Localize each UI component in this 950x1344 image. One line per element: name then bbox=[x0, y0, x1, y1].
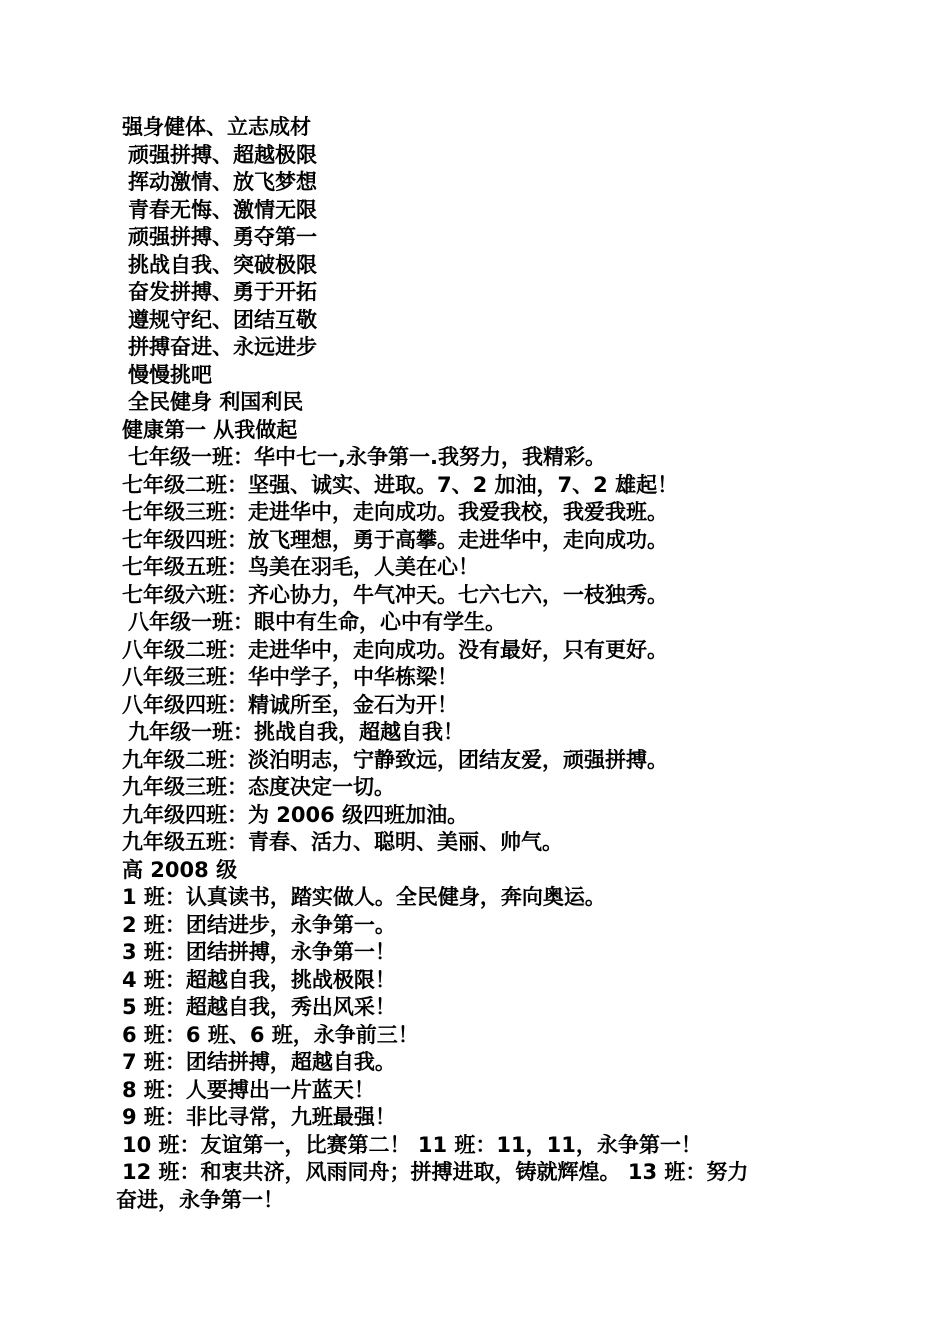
high-class-slogan-line: 2 班：团结进步，永争第一。 bbox=[122, 912, 396, 937]
grade-heading: 高 2008 级 bbox=[122, 857, 238, 882]
slogan-list bbox=[0, 114, 950, 1214]
class-slogan-line: 七年级二班：坚强、诚实、进取。7、2 加油，7、2 雄起！ bbox=[122, 472, 679, 497]
class-slogan-line: 七年级六班：齐心协力，牛气冲天。七六七六，一枝独秀。 bbox=[122, 582, 668, 607]
high-class-slogan-line: 8 班：人要搏出一片蓝天！ bbox=[122, 1077, 375, 1102]
slogan-line: 青春无悔、激情无限 bbox=[128, 197, 317, 222]
class-slogan-line: 九年级二班：淡泊明志，宁静致远，团结友爱，顽强拼搏。 bbox=[122, 747, 668, 772]
high-class-slogan-line: 5 班：超越自我，秀出风采！ bbox=[122, 995, 396, 1019]
class-slogan-line: 九年级四班：为 2006 级四班加油。 bbox=[122, 802, 469, 827]
class-slogan-line: 九年级三班：态度决定一切。 bbox=[122, 775, 395, 799]
slogan-line: 健康第一 从我做起 bbox=[122, 417, 298, 442]
high-class-slogan-line: 4 班：超越自我，挑战极限！ bbox=[122, 967, 396, 992]
class-slogan-line: 七年级三班：走进华中，走向成功。我爱我校，我爱我班。 bbox=[122, 500, 668, 524]
class-slogan-line: 八年级三班：华中学子，中华栋梁！ bbox=[122, 665, 458, 689]
slogan-line: 奋发拼搏、勇于开拓 bbox=[128, 280, 317, 304]
class-slogan-line: 八年级二班：走进华中，走向成功。没有最好，只有更好。 bbox=[122, 637, 668, 662]
class-slogan-line: 七年级四班：放飞理想，勇于高攀。走进华中，走向成功。 bbox=[122, 527, 668, 552]
high-class-slogan-line: 6 班：6 班、6 班，永争前三！ bbox=[122, 1022, 419, 1047]
high-class-slogan-line: 7 班：团结拼搏，超越自我。 bbox=[122, 1050, 396, 1074]
class-slogan-line: 八年级一班：眼中有生命，心中有学生。 bbox=[128, 610, 506, 634]
slogan-line: 强身健体、立志成材 bbox=[122, 115, 311, 139]
slogan-line: 遵规守纪、团结互敬 bbox=[128, 307, 317, 332]
high-class-slogan-line-continued: 奋进，永争第一！ bbox=[116, 1187, 284, 1212]
class-slogan-line: 八年级四班：精诚所至，金石为开！ bbox=[122, 692, 458, 717]
slogan-line: 顽强拼搏、勇夺第一 bbox=[128, 225, 317, 249]
high-class-slogan-line: 12 班：和衷共济，风雨同舟；拼搏进取，铸就辉煌。 13 班：努力 bbox=[122, 1160, 749, 1184]
class-slogan-line: 九年级一班：挑战自我，超越自我！ bbox=[128, 720, 464, 744]
slogan-line: 挥动激情、放飞梦想 bbox=[128, 170, 317, 194]
class-slogan-line: 七年级一班：华中七一,永争第一.我努力，我精彩。 bbox=[128, 445, 606, 469]
slogan-line: 挑战自我、突破极限 bbox=[128, 252, 317, 277]
high-class-slogan-line: 1 班：认真读书，踏实做人。全民健身，奔向奥运。 bbox=[122, 885, 606, 909]
slogan-line: 顽强拼搏、超越极限 bbox=[128, 142, 317, 167]
class-slogan-line: 九年级五班：青春、活力、聪明、美丽、帅气。 bbox=[122, 830, 563, 854]
class-slogan-line: 七年级五班：鸟美在羽毛，人美在心！ bbox=[122, 555, 479, 579]
high-class-slogan-line: 3 班：团结拼搏，永争第一！ bbox=[122, 940, 396, 964]
slogan-line: 全民健身 利国利民 bbox=[128, 390, 304, 414]
high-class-slogan-line: 9 班：非比寻常，九班最强！ bbox=[122, 1105, 396, 1129]
high-class-slogan-line: 10 班：友谊第一，比赛第二！ 11 班：11，11，永争第一！ bbox=[122, 1132, 702, 1157]
slogan-line: 慢慢挑吧 bbox=[128, 362, 212, 387]
slogan-line: 拼搏奋进、永远进步 bbox=[128, 335, 317, 359]
